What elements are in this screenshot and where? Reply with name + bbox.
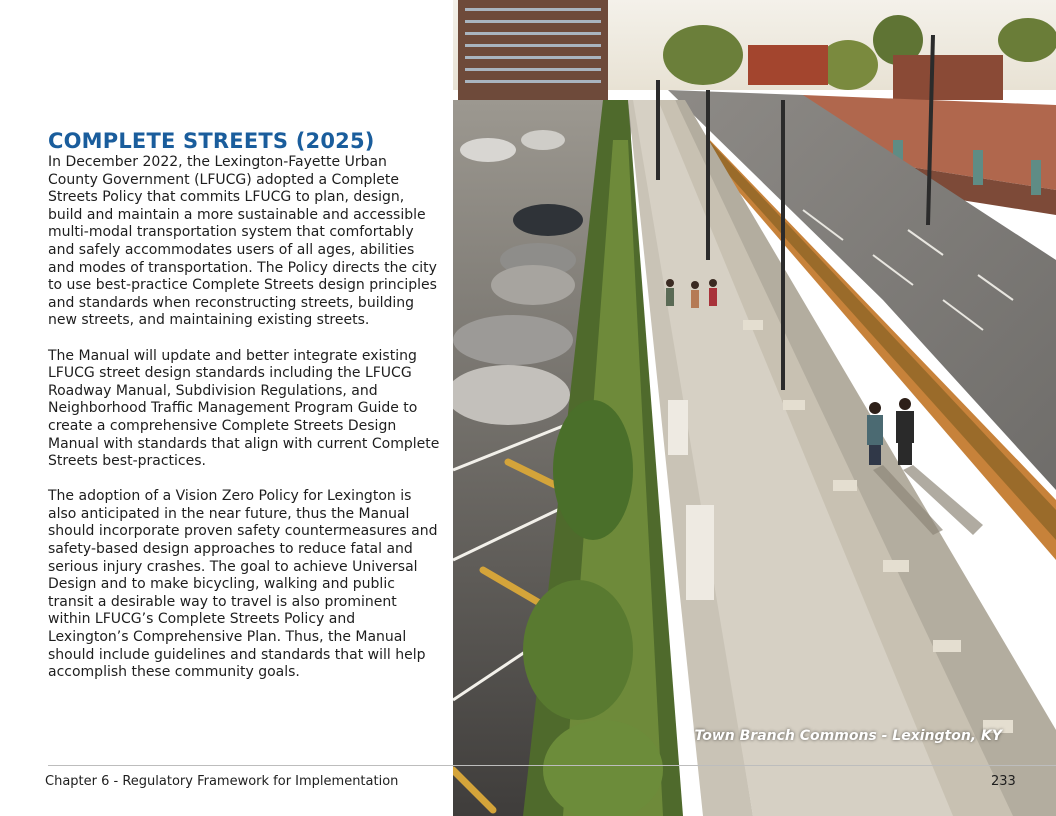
section-heading: COMPLETE STREETS (2025) — [48, 129, 375, 153]
footer-divider — [48, 765, 1056, 766]
page-number: 233 — [991, 774, 1016, 789]
paragraph-complete-streets-policy: In December 2022, the Lexington-Fayette Urban County Government (LFUCG) adopted a Complete Streets Policy that commits LFUCG to plan, design, build and maintain a more sustainable and accessible multi-modal transportation system that comfortably and safely accommodates users of all ages, abilities and modes of transportation. The Policy directs the city to use best-practice Complete Streets design principles and standards when reconstructing streets, building new streets, and maintaining existing streets. — [48, 154, 437, 329]
text-column — [48, 128, 440, 682]
paragraph-manual-update: The Manual will update and better integrate existing LFUCG street design standards including the LFUCG Roadway Manual, Subdivision Regulations, and Neighborhood Traffic Management Program Guide to create a comprehensive Complete Streets Design Manual with standards that align with current Complete Streets best-practices. — [48, 347, 440, 470]
town-branch-commons-photo — [453, 0, 1056, 816]
footer-chapter-title: Chapter 6 - Regulatory Framework for Implementation — [45, 774, 399, 789]
photo-caption: Town Branch Commons - Lexington, KY — [694, 728, 1002, 744]
paragraph-vision-zero: The adoption of a Vision Zero Policy for Lexington is also anticipated in the near future, thus the Manual should incorporate proven safety countermeasures and safety-based design approaches to reduce fatal and serious injury crashes. The goal to achieve Universal Design and to make bicycling, walking and public transit a desirable way to travel is also prominent within LFUCG’s Complete Streets Policy and Lexington’s Comprehensive Plan. Thus, the Manual should include guidelines and standards that will help accomplish these community goals. — [48, 488, 438, 681]
